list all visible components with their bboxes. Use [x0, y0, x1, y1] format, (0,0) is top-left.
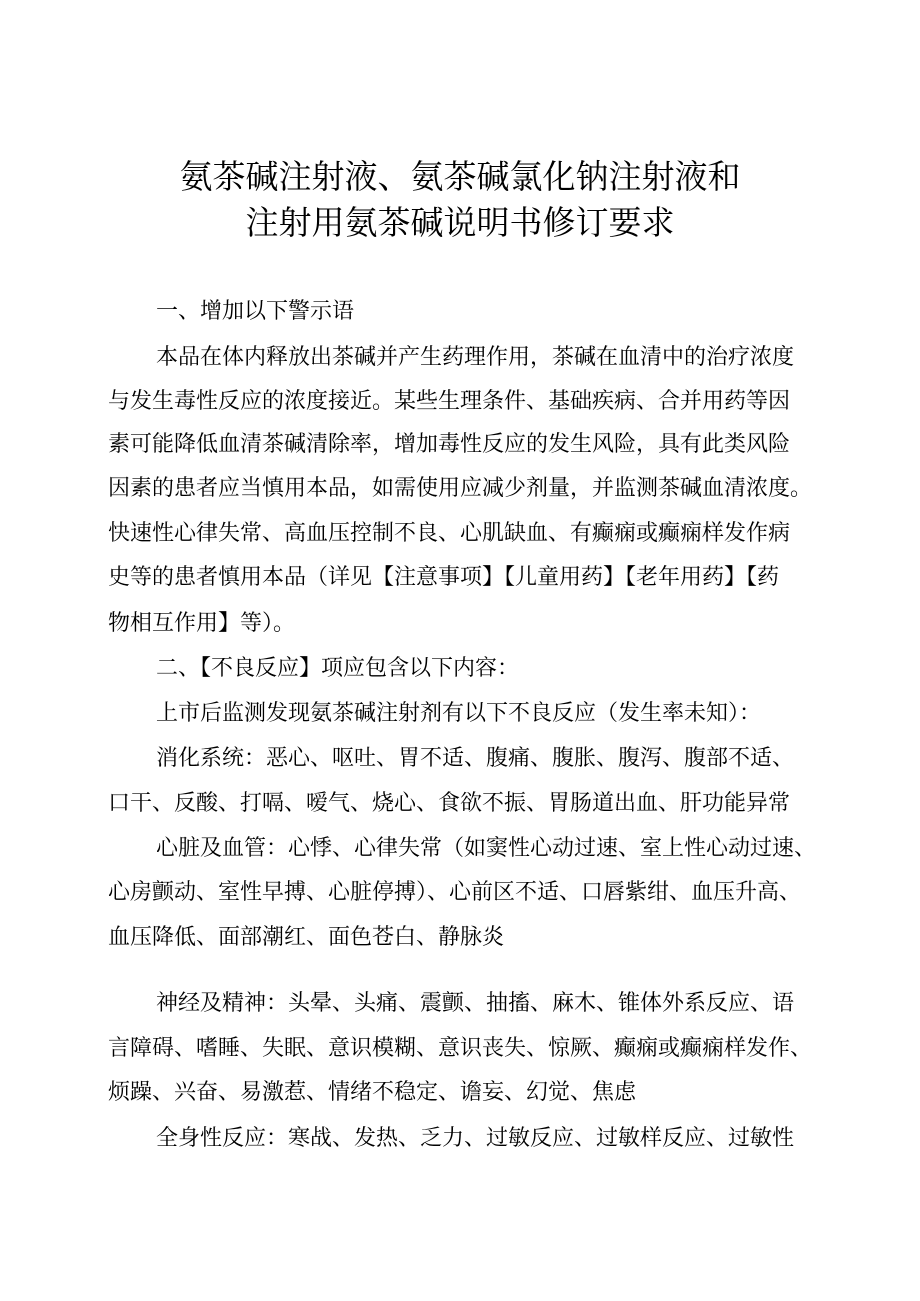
section-1-line: 快速性心律失常、高血压控制不良、心肌缺血、有癫痫或癫痫样发作病 — [108, 521, 791, 546]
section-1-line: 本品在体内释放出茶碱并产生药理作用，茶碱在血清中的治疗浓度 — [156, 345, 795, 370]
section-1-heading: 一、增加以下警示语 — [156, 299, 355, 324]
neuro-line: 烦躁、兴奋、易激惹、情绪不稳定、谵妄、幻觉、焦虑 — [108, 1080, 637, 1105]
neuro-line: 言障碍、嗜睡、失眠、意识模糊、意识丧失、惊厥、癫痫或癫痫样发作、 — [108, 1036, 813, 1061]
cardiovascular-line: 心脏及血管：心悸、心律失常（如窦性心动过速、室上性心动过速、 — [156, 836, 817, 861]
section-2-intro: 上市后监测发现氨茶碱注射剂有以下不良反应（发生率未知）： — [156, 701, 762, 726]
section-1-line: 与发生毒性反应的浓度接近。某些生理条件、基础疾病、合并用药等因 — [108, 389, 791, 414]
section-1-line: 史等的患者慎用本品（详见【注意事项】【儿童用药】【老年用药】【药 — [108, 565, 780, 590]
digestive-line: 消化系统：恶心、呕吐、胃不适、腹痛、腹胀、腹泻、腹部不适、 — [156, 746, 795, 771]
section-1-line: 因素的患者应当慎用本品，如需使用应减少剂量，并监测茶碱血清浓度。 — [108, 476, 813, 501]
section-1-line: 素可能降低血清茶碱清除率，增加毒性反应的发生风险，具有此类风险 — [108, 432, 791, 457]
section-2-heading: 二、【不良反应】项应包含以下内容： — [156, 656, 520, 681]
neuro-line: 神经及精神：头晕、头痛、震颤、抽搐、麻木、锥体外系反应、语 — [156, 991, 795, 1016]
section-1-line: 物相互作用】等）。 — [108, 611, 296, 636]
document-title-line-2: 注射用氨茶碱说明书修订要求 — [245, 203, 675, 242]
systemic-line: 全身性反应：寒战、发热、乏力、过敏反应、过敏样反应、过敏性 — [156, 1126, 795, 1151]
cardiovascular-line: 血压降低、面部潮红、面色苍白、静脉炎 — [108, 925, 505, 950]
document-title-line-1: 氨茶碱注射液、氨茶碱氯化钠注射液和 — [179, 157, 741, 196]
digestive-line: 口干、反酸、打嗝、嗳气、烧心、食欲不振、胃肠道出血、肝功能异常 — [108, 791, 791, 816]
cardiovascular-line: 心房颤动、室性早搏、心脏停搏）、心前区不适、口唇紫绀、血压升高、 — [108, 880, 802, 905]
